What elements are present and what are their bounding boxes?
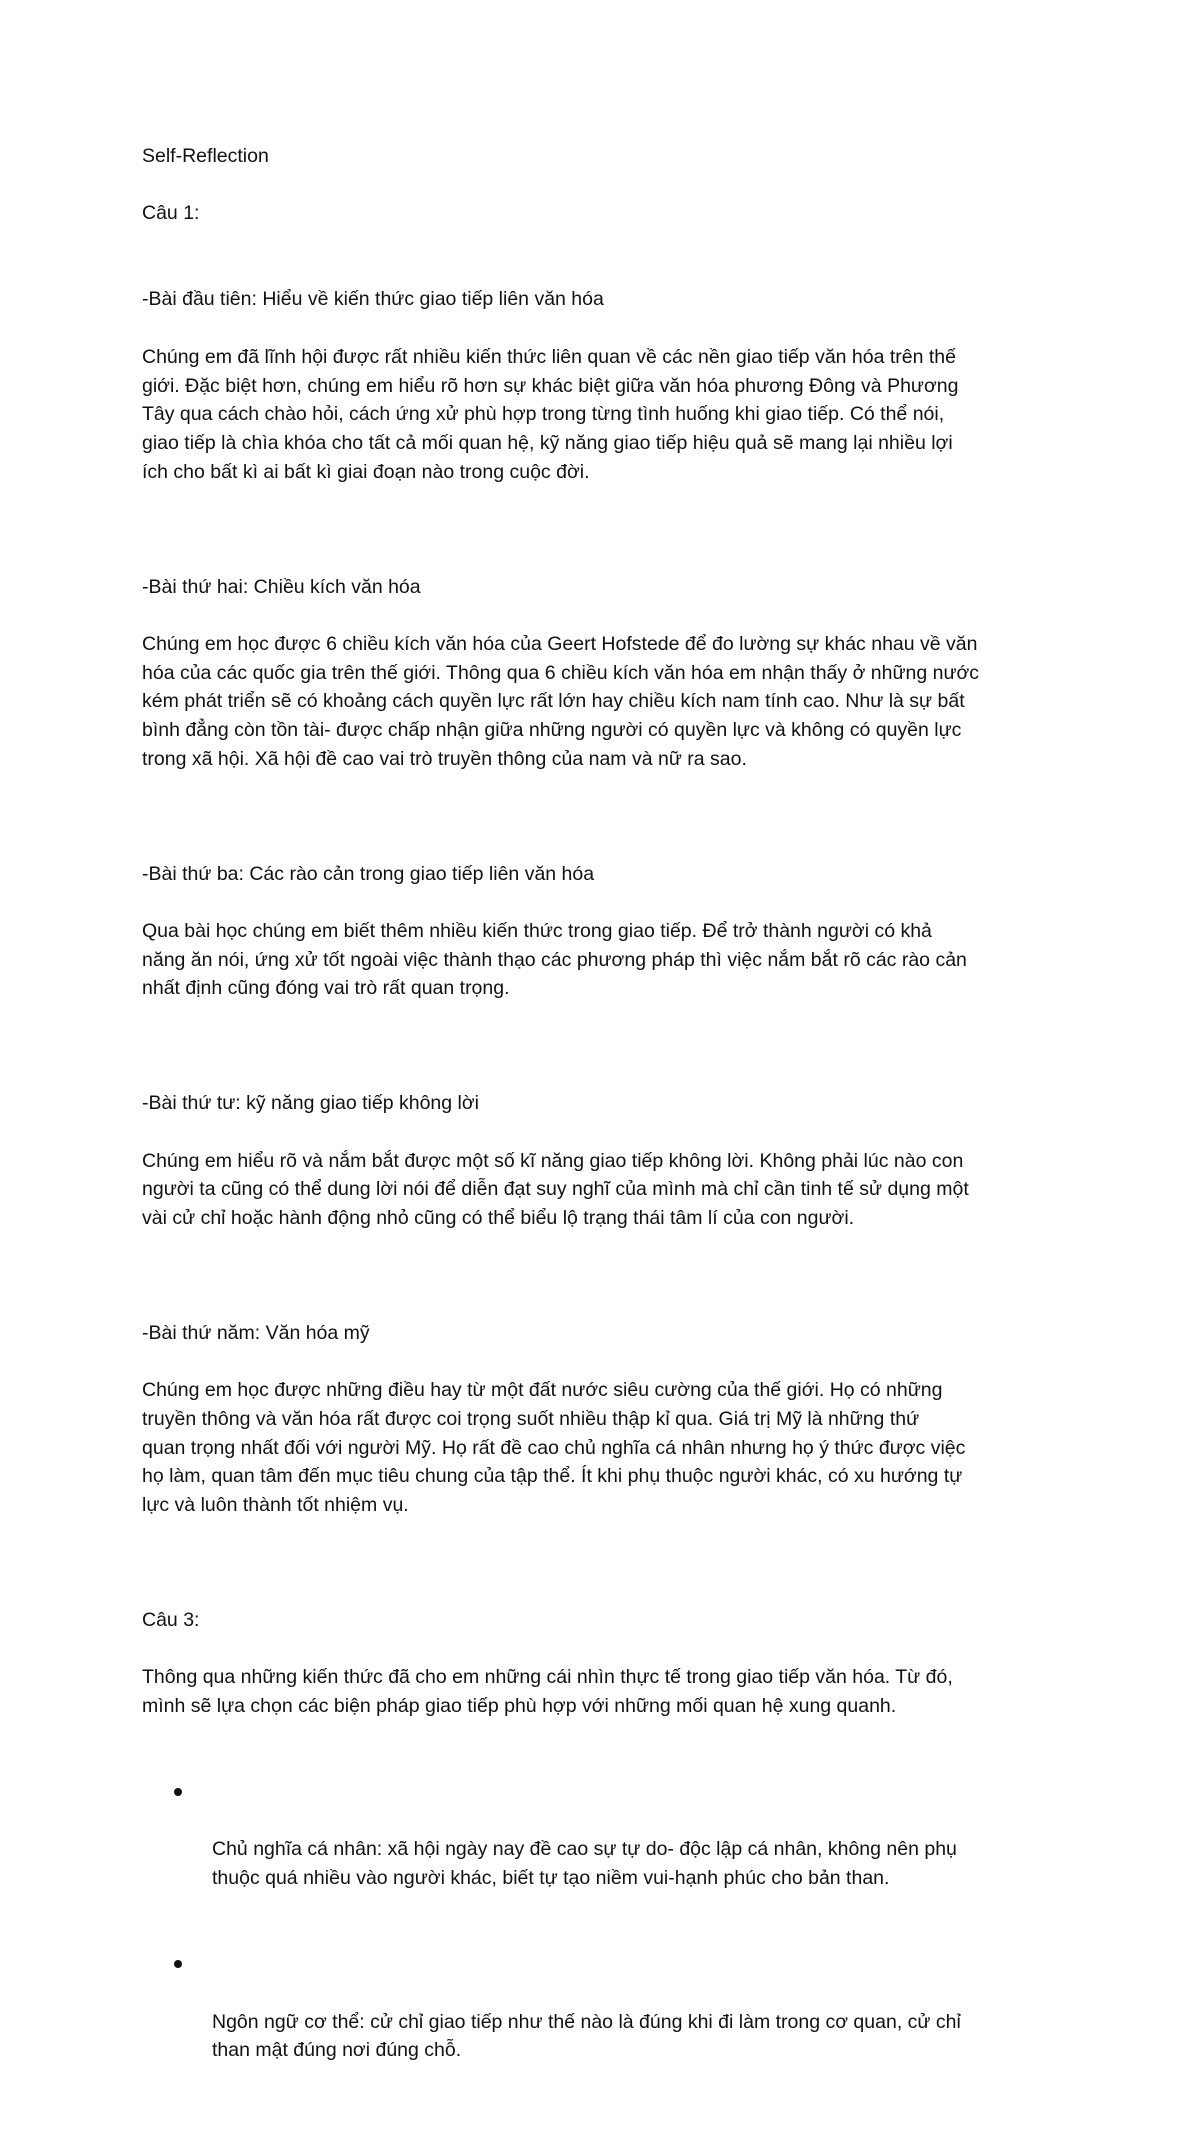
- section-5-heading: -Bài thứ năm: Văn hóa mỹ: [142, 1321, 370, 1344]
- section-4: [142, 1060, 1057, 1261]
- section-3-heading: -Bài thứ ba: Các rào cản trong giao tiếp liên văn hóa: [142, 862, 595, 885]
- section-2: [142, 544, 1057, 802]
- document-page: [142, 142, 1057, 2151]
- section-3-body: Qua bài học chúng em biết thêm nhiều kiến thức trong giao tiếp. Để trở thành người có khả năng ăn nói, ứng xử tốt ngoài việc thành thạo các phương pháp thì việc nắm bắt rõ các rào cản nhất định cũng đóng vai trò rất quan trọng.: [142, 919, 967, 1000]
- list-item-text: Chủ nghĩa cá nhân: xã hội ngày nay đề cao sự tự do- độc lập cá nhân, không nên phụ thuộc quá nhiều vào người khác, biết tự tạo niềm vui-hạnh phúc cho bản than.: [212, 1838, 957, 1890]
- section-5-body: Chúng em học được những điều hay từ một đất nước siêu cường của thế giới. Họ có những truyền thông và văn hóa rất được coi trọng suốt nhiều thập kỉ qua. Giá trị Mỹ là những thứ quan trọng nhất đối với người Mỹ. Họ rất đề cao chủ nghĩa cá nhân nhưng họ ý thức được việc họ làm, quan tâm đến mục tiêu chung của tập thể. Ít khi phụ thuộc người khác, có xu hướng tự lực và luôn thành tốt nhiệm vụ.: [142, 1379, 966, 1516]
- cau3-bullet-list: [142, 1749, 1057, 2122]
- section-2-body: Chúng em học được 6 chiều kích văn hóa của Geert Hofstede để đo lường sự khác nhau về văn hóa của các quốc gia trên thế giới. Thông qua 6 chiều kích văn hóa em nhận thấy ở những nước kém phát triển sẽ có khoảng cách quyền lực rất lớn hay chiều kích nam tính cao. Như là sự bất bình đẳng còn tồn tài- được chấp nhận giữa những người có quyền lực và không có quyền lực trong xã hội. Xã hội đề cao vai trò truyền thông của nam và nữ ra sao.: [142, 632, 980, 770]
- section-1-heading: -Bài đầu tiên: Hiểu về kiến thức giao tiếp liên văn hóa: [142, 288, 604, 311]
- section-4-body: Chúng em hiểu rõ và nắm bắt được một số kĩ năng giao tiếp không lời. Không phải lúc nào con người ta cũng có thể dung lời nói để diễn đạt suy nghĩ của mình mà chỉ cần tinh tế sử dụng một vài cử chỉ hoặc hành động nhỏ cũng có thể biểu lộ trạng thái tâm lí của con người.: [142, 1149, 969, 1229]
- cau3-block: [142, 1577, 1057, 2151]
- section-1-body: Chúng em đã lĩnh hội được rất nhiều kiến thức liên quan về các nền giao tiếp văn hóa trên thế giới. Đặc biệt hơn, chúng em hiểu rõ hơn sự khác biệt giữa văn hóa phương Đông và Phương Tây qua cách chào hỏi, cách ứng xử phù hợp trong từng tình huống khi giao tiếp. Có thể nói, giao tiếp là chìa khóa cho tất cả mối quan hệ, kỹ năng giao tiếp hiệu quả sẽ mang lại nhiều lợi ích cho bất kì ai bất kì giai đoạn nào trong cuộc đời.: [142, 345, 959, 483]
- section-4-heading: -Bài thứ tư: kỹ năng giao tiếp không lời: [142, 1092, 479, 1115]
- list-item: [142, 1778, 1057, 1922]
- cau3-intro: Thông qua những kiến thức đã cho em những cái nhìn thực tế trong giao tiếp văn hóa. Từ đó, mình sẽ lựa chọn các biện pháp giao tiếp phù hợp với những mối quan hệ xung quanh.: [142, 1666, 953, 1717]
- cau3-heading: Câu 3:: [142, 1608, 200, 1631]
- list-item: [142, 1950, 1057, 2094]
- cau1-heading: Câu 1:: [142, 202, 200, 225]
- section-5: [142, 1290, 1057, 1548]
- document-title: Self-Reflection: [142, 145, 269, 167]
- bullet-icon: [174, 1960, 182, 1968]
- list-item-text: Ngôn ngữ cơ thể: cử chỉ giao tiếp như thế nào là đúng khi đi làm trong cơ quan, cử chỉ than mật đúng nơi đúng chỗ.: [212, 2010, 961, 2062]
- section-1: [142, 257, 1057, 515]
- section-2-heading: -Bài thứ hai: Chiều kích văn hóa: [142, 575, 421, 598]
- bullet-icon: [174, 1788, 182, 1796]
- section-3: [142, 831, 1057, 1032]
